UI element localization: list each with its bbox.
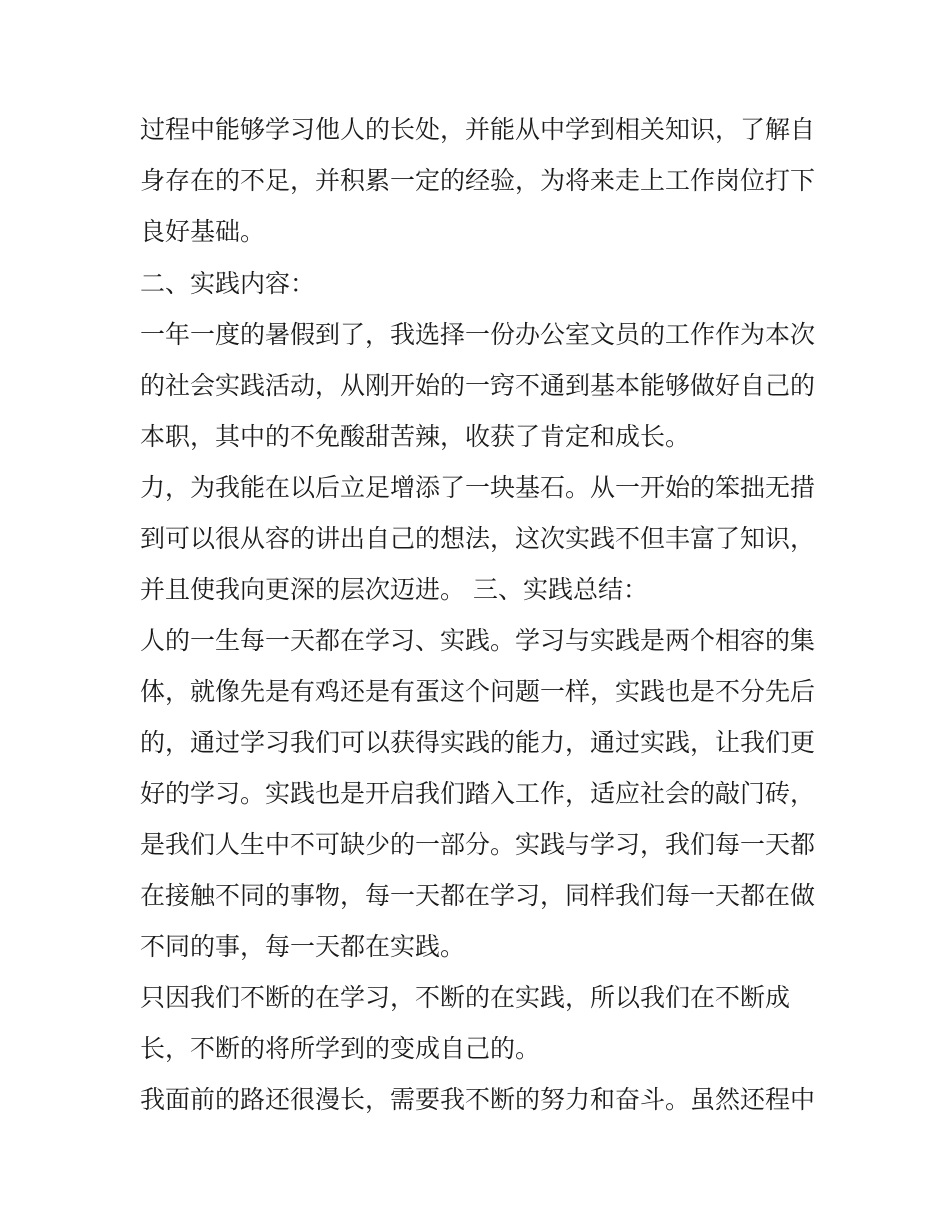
text-line: 一年一度的暑假到了，我选择一份办公室文员的工作作为本次 [140,320,816,349]
text-line: 人的一生每一天都在学习、实践。学习与实践是两个相容的集 [140,626,816,655]
text-line: 的，通过学习我们可以获得实践的能力，通过实践，让我们更 [140,728,816,757]
text-line: 本职，其中的不免酸甜苦辣，收获了肯定和成长。 [140,422,691,451]
text-line: 在接触不同的事物，每一天都在学习，同样我们每一天都在做 [140,881,816,910]
text-line: 体，就像先是有鸡还是有蛋这个问题一样，实践也是不分先后 [140,677,816,706]
text-line: 并且使我向更深的层次迈进。 三、实践总结： [140,575,648,604]
text-line: 身存在的不足，并积累一定的经验，为将来走上工作岗位打下 [140,166,816,195]
text-line: 好的学习。实践也是开启我们踏入工作，适应社会的敲门砖， [140,779,816,808]
text-line: 不同的事，每一天都在实践。 [140,932,466,961]
text-line: 我面前的路还很漫长，需要我不断的努力和奋斗。虽然还程中 [140,1085,816,1114]
text-line: 到可以很从容的讲出自己的想法，这次实践不但丰富了知识， [140,524,816,553]
text-line: 只因我们不断的在学习，不断的在实践，所以我们在不断成 [140,983,791,1012]
text-line: 长，不断的将所学到的变成自己的。 [140,1034,541,1063]
text-line: 力，为我能在以后立足增添了一块基石。从一开始的笨拙无措 [140,473,816,502]
text-line: 是我们人生中不可缺少的一部分。实践与学习，我们每一天都 [140,830,816,859]
text-line: 的社会实践活动，从刚开始的一窍不通到基本能够做好自己的 [140,371,816,400]
text-line: 良好基础。 [140,217,266,246]
text-line: 过程中能够学习他人的长处，并能从中学到相关知识，了解自 [140,115,816,144]
section-heading: 二、实践内容： [140,269,316,298]
